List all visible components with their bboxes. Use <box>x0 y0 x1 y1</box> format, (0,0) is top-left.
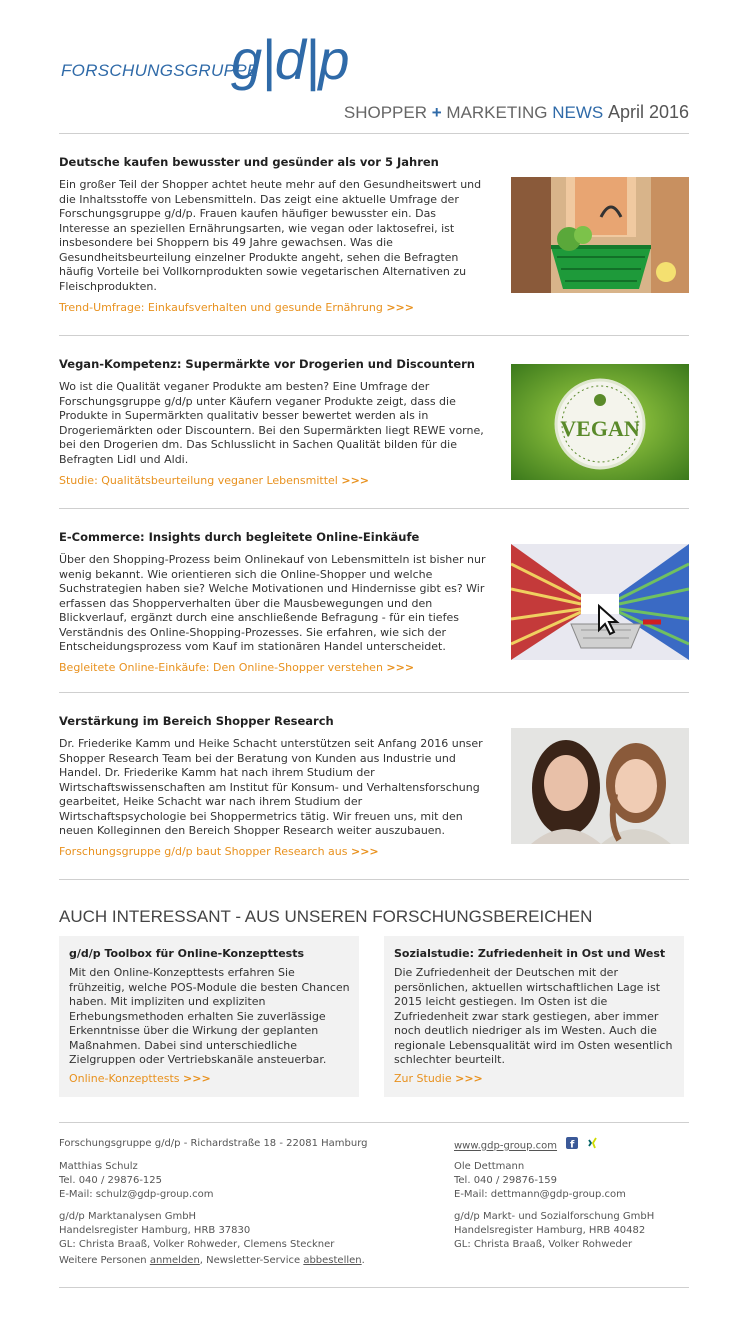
box-title: g/d/p Toolbox für Online-Konzepttests <box>69 947 305 960</box>
section-title: AUCH INTERESSANT - AUS UNSEREN FORSCHUNGSBEREICHEN <box>59 907 593 926</box>
box-title: Sozialstudie: Zufriedenheit in Ost und West <box>394 947 666 960</box>
contact-tel: Tel. 040 / 29876-125 <box>59 1175 163 1186</box>
team-photo <box>511 728 689 844</box>
article-body: Dr. Friederike Kamm und Heike Schacht unterstützen seit Anfang 2016 unser Shopper Research Team bei der Beratung von Kunden aus Industrie und Handel. Dr. Friederike Kamm hat nach ihrem Studium der Wirtschaftswissenschaften am Institut für Konsum- und Verhaltensforschung gearbeitet, Heike Schacht war nach ihrem Studium der Wirtschaftspsychologie bei Shoppermetrics tätig. Wir freuen uns, mit den neuen Kolleginnen den Bereich Shopper Research weiter auszubauen. <box>59 737 483 837</box>
article-title: Deutsche kaufen bewusster und gesünder als vor 5 Jahren <box>59 155 439 169</box>
subscribe-link[interactable]: anmelden <box>149 1255 200 1266</box>
vegan-label: VEGAN <box>560 416 640 441</box>
box-link[interactable] <box>69 1072 211 1085</box>
service-suffix: . <box>361 1255 365 1266</box>
vegan-image <box>511 364 689 480</box>
arrow-icon: >>> <box>341 474 370 487</box>
logo-text: FORSCHUNGSGRUPPE <box>61 61 259 80</box>
service-mid: , Newsletter-Service <box>199 1255 301 1266</box>
divider <box>59 692 689 693</box>
arrow-icon: >>> <box>183 1072 211 1085</box>
article-body: Wo ist die Qualität veganer Produkte am besten? Eine Umfrage der Forschungsgruppe g/d/p unter Käufern veganer Produkte zeigt, dass die Produkte in Supermärkten qualitativ besser bewertet werden als in Drogeriemärkten oder Discountern. Bei den Supermärkten liegt REWE vorne, bei den Drogerien dm. Das Schlusslicht in Sachen Qualität bilden für die Befragten Lidl und Aldi. <box>59 380 484 466</box>
article-vegan <box>59 357 689 497</box>
masthead-plus: + <box>431 103 442 122</box>
box-body: Mit den Online-Konzepttests erfahren Sie frühzeitig, welche POS-Module die besten Chancen haben. Mit impliziten und expliziten Erhebungsmethoden erhalten Sie zuverlässige Erkenntnisse über die Wirkung der geplanten Maßnahmen. Dabei sind unterschiedliche Zielgruppen oder Vertriebskanäle ansteuerbar. <box>69 966 350 1066</box>
article-title: Verstärkung im Bereich Shopper Research <box>59 714 334 728</box>
shopping-basket-image <box>511 177 689 293</box>
box-link[interactable] <box>394 1072 483 1085</box>
unsubscribe-link[interactable]: abbestellen <box>303 1255 362 1266</box>
service-prefix: Weitere Personen <box>59 1255 147 1266</box>
facebook-icon[interactable] <box>566 1137 578 1154</box>
logo-mark: g|d|p <box>231 28 349 91</box>
divider <box>59 879 689 880</box>
teaser-box-sozialstudie <box>384 936 684 1097</box>
arrow-icon: >>> <box>386 301 414 314</box>
footer-contact-right <box>454 1160 654 1252</box>
contact-name: Matthias Schulz <box>59 1161 138 1172</box>
contact-tel: Tel. 040 / 29876-159 <box>454 1175 558 1186</box>
footer-address: Forschungsgruppe g/d/p - Richardstraße 18 - 22081 Hamburg <box>59 1138 368 1149</box>
masthead-shopper: SHOPPER <box>343 103 427 122</box>
article-body: Ein großer Teil der Shopper achtet heute mehr auf den Gesundheitswert und die Inhaltsstoffe von Lebensmitteln. Das zeigt eine aktuelle Umfrage der Forschungsgruppe g/d/p. Frauen kaufen häufiger bewusster ein. Das Interesse an speziellen Ernährungsarten, wie vegan oder laktosefrei, ist insbesondere bei Shoppern bis 49 Jahre gewachsen. Was die Gesundheitsbeurteilung einzelner Produkte angeht, sehen die Befragten häufig Vorteile bei Vollkornprodukten sowie vegetarischen Alternativen zu Fleischprodukten. <box>59 178 482 293</box>
article-link[interactable] <box>59 301 414 314</box>
footer-web-row <box>454 1137 599 1154</box>
company-register: Handelsregister Hamburg, HRB 37830 <box>59 1225 251 1236</box>
company-management: GL: Christa Braaß, Volker Rohweder, Clemens Steckner <box>59 1239 335 1250</box>
contact-name: Ole Dettmann <box>454 1161 525 1172</box>
article-title: Vegan-Kompetenz: Supermärkte vor Drogerien und Discountern <box>59 357 475 371</box>
divider <box>59 1122 689 1123</box>
article-title: E-Commerce: Insights durch begleitete Online-Einkäufe <box>59 530 420 544</box>
article-shopper-research <box>59 714 689 864</box>
company-name: g/d/p Marktanalysen GmbH <box>59 1211 197 1222</box>
article-link-text[interactable]: Forschungsgruppe g/d/p baut Shopper Research aus <box>59 845 348 858</box>
contact-email[interactable]: E-Mail: dettmann@gdp-group.com <box>454 1189 626 1200</box>
footer-service-line <box>59 1254 365 1268</box>
masthead <box>344 102 689 123</box>
article-link-text[interactable]: Studie: Qualitätsbeurteilung veganer Lebensmittel <box>59 474 338 487</box>
article-link[interactable] <box>59 474 369 487</box>
issue-date: April 2016 <box>607 102 689 122</box>
gdp-logo[interactable] <box>59 28 359 92</box>
article-body: Über den Shopping-Prozess beim Onlinekauf von Lebensmitteln ist bisher nur wenig bekannt. Wie orientieren sich die Online-Shopper und welche Suchstrategien haben sie? Welche Motivationen und Hindernisse gibt es? Wir erfassen das Shopperverhalten über die Mausbewegungen und den Blickverlauf, ergänzt durch eine anschließende Befragung - für ein tiefes Verständnis des Online-Shopping-Prozesses. Sie erfahren, wie sich der Entscheidungsprozess vom Kauf im stationären Handel unterscheidet. <box>59 553 486 653</box>
box-body: Die Zufriedenheit der Deutschen mit der persönlichen, aktuellen wirtschaftlichen Lage ist 2015 leicht gestiegen. Im Osten ist die Zufriedenheit zwar stark gestiegen, aber immer noch deutlich niedriger als im Westen. Auch die regionale Lebensqualität wird im Osten wesentlich schlechter beurteilt. <box>394 966 673 1066</box>
company-register: Handelsregister Hamburg, HRB 40482 <box>454 1225 646 1236</box>
xing-icon[interactable] <box>587 1137 599 1154</box>
article-ecommerce <box>59 530 689 680</box>
arrow-icon: >>> <box>386 661 415 674</box>
arrow-icon: >>> <box>351 845 379 858</box>
article-link[interactable] <box>59 845 379 858</box>
supermarket-aisle-image <box>511 544 689 660</box>
article-link-text[interactable]: Trend-Umfrage: Einkaufsverhalten und gesunde Ernährung <box>59 301 383 314</box>
divider <box>59 508 689 509</box>
divider <box>59 133 689 134</box>
article-link-text[interactable]: Begleitete Online-Einkäufe: Den Online-Shopper verstehen <box>59 661 383 674</box>
masthead-marketing: MARKETING <box>446 103 548 122</box>
divider <box>59 335 689 336</box>
arrow-icon: >>> <box>455 1072 483 1085</box>
masthead-news: NEWS <box>552 103 604 122</box>
teaser-box-toolbox <box>59 936 359 1097</box>
box-link-text[interactable]: Online-Konzepttests <box>69 1072 180 1085</box>
footer-contact-left <box>59 1160 334 1252</box>
divider <box>59 1287 689 1288</box>
box-link-text[interactable]: Zur Studie <box>394 1072 452 1085</box>
website-link[interactable]: www.gdp-group.com <box>454 1140 558 1152</box>
svg-text:f: f <box>570 1139 575 1149</box>
company-name: g/d/p Markt- und Sozialforschung GmbH <box>454 1211 655 1222</box>
article-link[interactable] <box>59 661 414 674</box>
contact-email[interactable]: E-Mail: schulz@gdp-group.com <box>59 1189 214 1200</box>
company-management: GL: Christa Braaß, Volker Rohweder <box>454 1239 633 1250</box>
article-healthy-shopping <box>59 155 689 325</box>
